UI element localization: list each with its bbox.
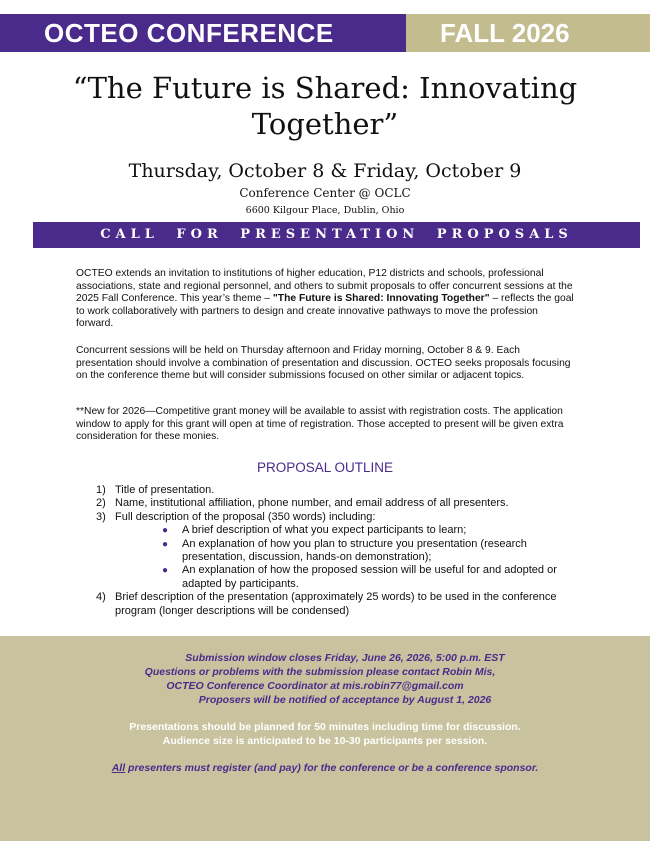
list-text: Brief description of the presentation (approximately 25 words) to be used in the conference program (longer descriptions will be condensed) (115, 591, 557, 617)
conference-dates: Thursday, October 8 & Friday, October 9 (128, 160, 522, 182)
notification-date: Proposers will be notified of acceptance by August 1, 2026 (198, 694, 492, 706)
bullet-icon: ● (162, 538, 169, 550)
list-item (96, 511, 576, 524)
list-number: 2) (96, 497, 106, 510)
list-number: 4) (96, 591, 106, 604)
conference-season: FALL 2026 (406, 14, 650, 52)
audience-size: Audience size is anticipated to be 10-30 participants per session. (162, 735, 488, 747)
proposal-outline-heading: PROPOSAL OUTLINE (256, 460, 394, 475)
invitation-text-end: – reflects the goal to work collaboratively with partners to design and create innovative pathways to move the profession forward. (76, 293, 574, 330)
conference-venue: Conference Center @ OCLC (239, 186, 411, 200)
coordinator-email: OCTEO Conference Coordinator at mis.robin77@gmail.com (166, 680, 464, 692)
list-item (162, 524, 576, 537)
sub-bullet-list (162, 524, 576, 591)
theme-emphasis: "The Future is Shared: Innovating Together" (272, 293, 490, 305)
list-text: An explanation of how the proposed session will be useful for and adopted or adapted by participants. (182, 564, 557, 590)
list-item (162, 564, 576, 591)
header-bar (0, 14, 650, 52)
submission-deadline: Submission window closes Friday, June 26, 2026, 5:00 p.m. EST (185, 652, 505, 664)
submission-info-box (0, 636, 650, 841)
bullet-icon: ● (162, 525, 169, 537)
conference-address: 6600 Kilgour Place, Dublin, Ohio (245, 205, 405, 216)
conference-theme-title: “The Future is Shared: Innovating Together” (72, 71, 578, 141)
call-for-proposals-banner: CALL FOR PRESENTATION PROPOSALS (33, 222, 640, 248)
registration-text: presenters must register (and pay) for the conference or be a conference sponsor. (125, 762, 539, 774)
list-text: Name, institutional affiliation, phone number, and email address of all presenters. (115, 497, 509, 510)
bullet-icon: ● (162, 565, 169, 577)
grant-paragraph: **New for 2026—Competitive grant money will be available to assist with registration costs. The application window to apply for this grant will open at time of registration. Those accepted to present will be given extra consideration for these monies. (76, 406, 564, 443)
list-item (96, 484, 576, 497)
list-text: A brief description of what you expect participants to learn; (182, 524, 467, 537)
list-number: 3) (96, 510, 106, 523)
conference-name: OCTEO CONFERENCE (0, 14, 406, 52)
registration-requirement (0, 762, 650, 774)
list-item (96, 497, 576, 510)
list-text: Title of presentation. (115, 484, 215, 496)
list-text: An explanation of how you plan to structure you presentation (research presentation, discussion, hands-on demonstration); (182, 537, 527, 564)
sessions-paragraph: Concurrent sessions will be held on Thursday afternoon and Friday morning, October 8 & 9. Each presentation should involve a combination of presentation and discussion. OCTEO seeks proposals focusing on the conference theme but will consider submissions focused on other similar or adjacent topics. (76, 345, 571, 382)
contact-line: Questions or problems with the submission please contact Robin Mis, (144, 666, 496, 678)
proposal-outline-list (96, 484, 576, 618)
all-emphasis: All (111, 762, 126, 774)
list-text: Full description of the proposal (350 words) including: (115, 510, 376, 523)
list-item (162, 538, 576, 565)
session-length: Presentations should be planned for 50 minutes including time for discussion. (129, 721, 521, 733)
list-item (96, 591, 576, 618)
invitation-paragraph (76, 268, 576, 331)
invitation-text: OCTEO extends an invitation to institutions of higher education, P12 districts and schools, professional associations, state and regional personnel, and others to submit proposals to offer concurrent sessions at the 2025 Fall Conference. This year’s theme – (76, 268, 573, 305)
list-number: 1) (96, 484, 106, 496)
